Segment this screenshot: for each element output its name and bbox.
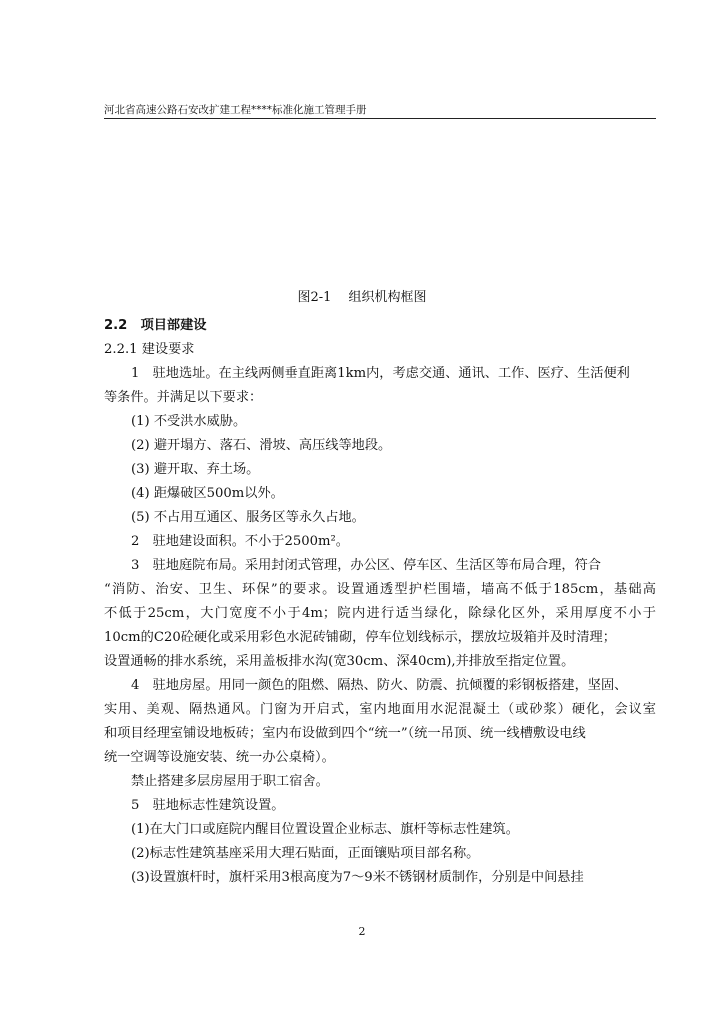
paragraph-line: 2 驻地建设面积。不小于2500m²。 (131, 534, 349, 549)
list-item: (3) 避开取、弃土场。 (131, 462, 260, 477)
section-heading (104, 314, 207, 338)
paragraph-line: 10cm的C20砼硬化或采用彩色水泥砖铺砌，停车位划线标示，摆放垃圾箱并及时清理； (104, 630, 616, 645)
subsection-heading: 2.2.1 建设要求 (104, 342, 195, 357)
paragraph-line: 等条件。并满足以下要求： (104, 390, 263, 405)
paragraph-line: 设置通畅的排水系统，采用盖板排水沟(宽30cm、深40cm),并排放至指定位置。 (104, 654, 575, 669)
header-divider (104, 118, 656, 119)
list-item: (5) 不占用互通区、服务区等永久占地。 (131, 510, 365, 525)
paragraph-line: 禁止搭建多层房屋用于职工宿舍。 (131, 774, 329, 789)
paragraph-line: “消防、治安、卫生、环保”的要求。设置通透型护栏围墙，墙高不低于185cm，基础高 (104, 582, 656, 597)
list-item: (1) 不受洪水威胁。 (131, 414, 247, 429)
figure-caption: 图2-1 组织机构框图 (297, 290, 427, 305)
section-title: 项目部建设 (140, 318, 207, 333)
list-item: (2) 避开塌方、落石、滑坡、高压线等地段。 (131, 438, 392, 453)
list-item: (2)标志性建筑基座采用大理石贴面，正面镶贴项目部名称。 (131, 846, 480, 861)
page-number: 2 (358, 925, 366, 938)
list-item: (4) 距爆破区500m以外。 (131, 486, 284, 501)
paragraph-line: 统一空调等设施安装、统一办公桌椅）。 (104, 750, 335, 765)
section-number: 2.2 (104, 318, 128, 333)
paragraph-line: 实用、美观、隔热通风。门窗为开启式，室内地面用水泥混凝土（或砂浆）硬化，会议室 (104, 702, 656, 717)
paragraph-line: 4 驻地房屋。用同一颜色的阻燃、隔热、防火、防震、抗倾覆的彩钢板搭建，坚固、 (131, 678, 628, 693)
paragraph-line: 不低于25cm，大门宽度不小于4m；院内进行适当绿化，除绿化区外，采用厚度不小于 (104, 606, 656, 621)
list-item: (1)在大门口或庭院内醒目位置设置企业标志、旗杆等标志性建筑。 (131, 822, 519, 837)
paragraph-line: 3 驻地庭院布局。采用封闭式管理，办公区、停车区、生活区等布局合理，符合 (131, 558, 601, 573)
page-header-title: 河北省高速公路石安改扩建工程****标准化施工管理手册 (104, 104, 367, 116)
paragraph-line: 5 驻地标志性建筑设置。 (131, 798, 285, 813)
paragraph-line: 和项目经理室铺设地板砖；室内布设做到四个“统一”（统一吊顶、统一线槽敷设电线 (104, 726, 586, 741)
paragraph-line: 1 驻地选址。在主线两侧垂直距离1km内，考虑交通、通讯、工作、医疗、生活便利 (131, 366, 630, 381)
list-item: (3)设置旗杆时，旗杆采用3根高度为7～9米不锈钢材质制作，分别是中间悬挂 (131, 870, 584, 885)
